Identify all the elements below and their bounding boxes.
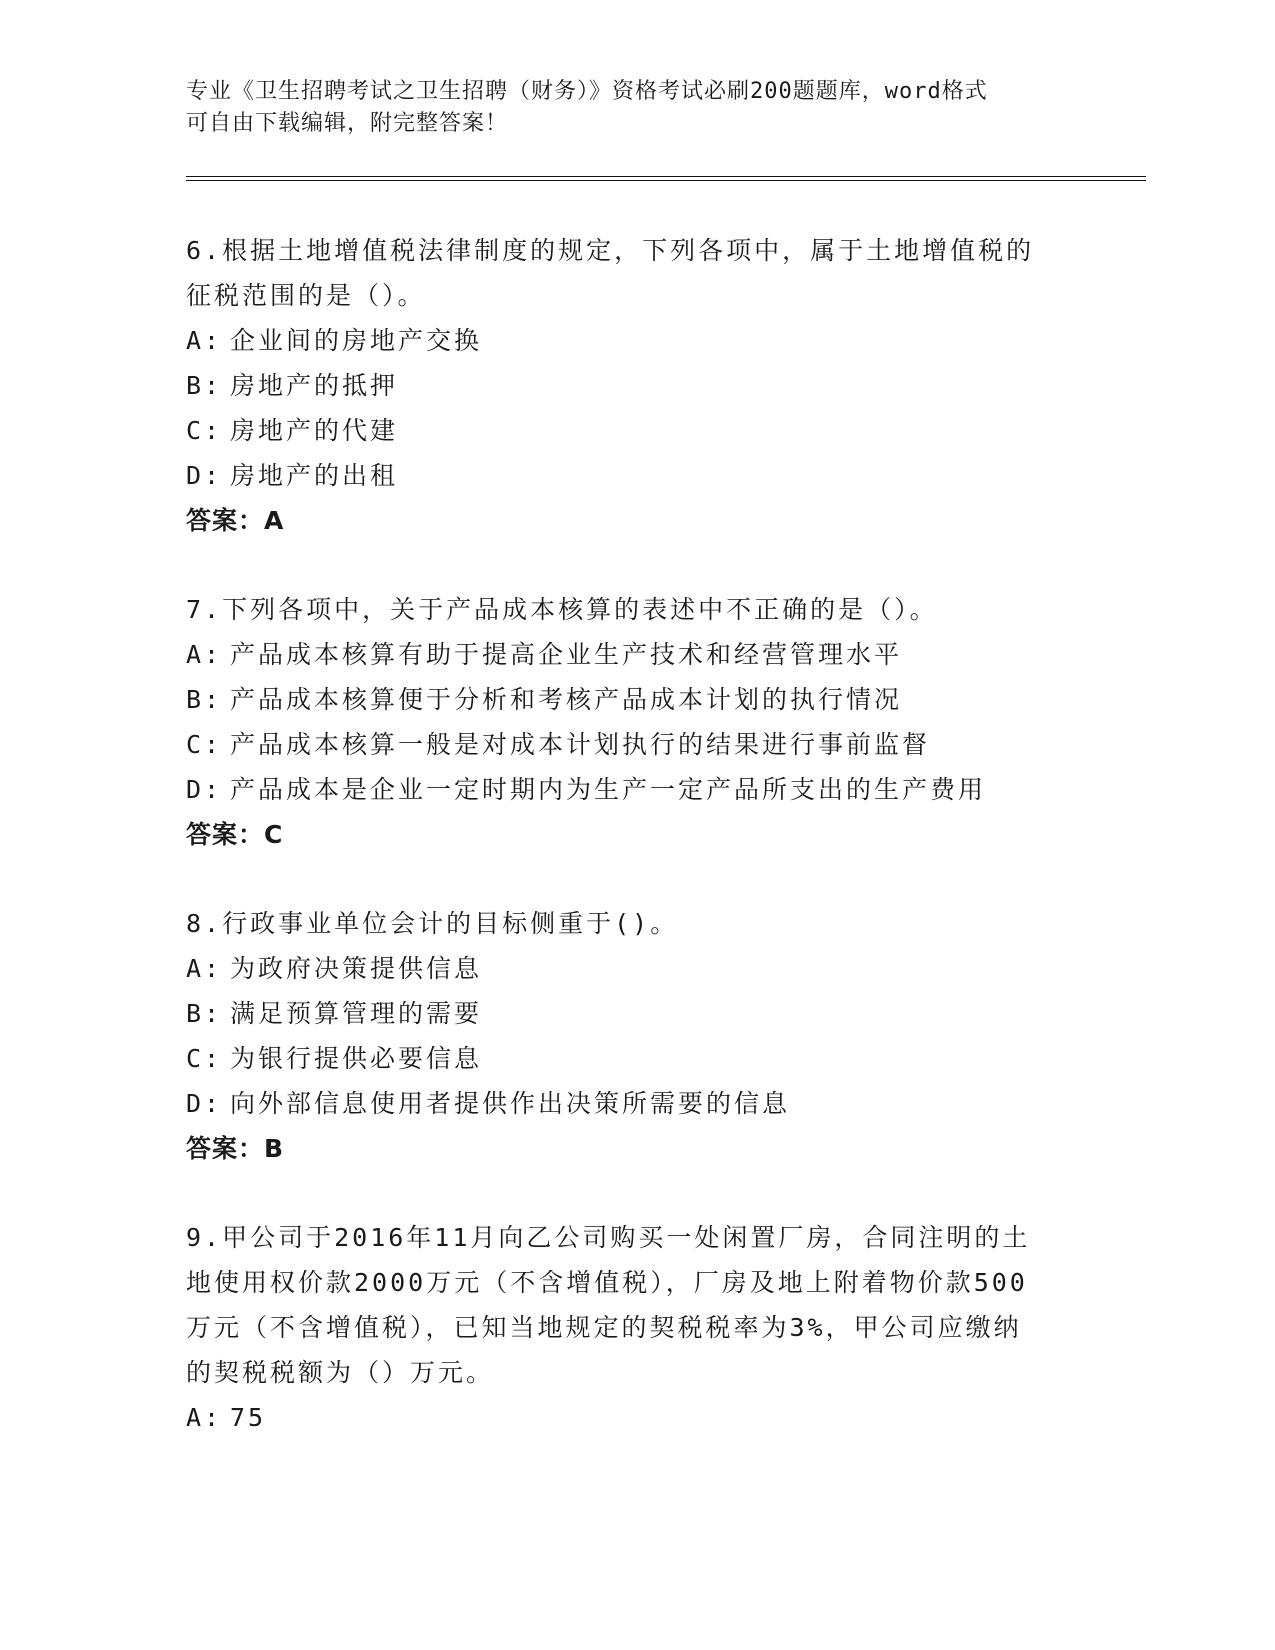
question-text-line: 征税范围的是（）。 bbox=[186, 281, 426, 310]
option-text: 向外部信息使用者提供作出决策所需要的信息 bbox=[230, 1089, 791, 1118]
option-letter: B: bbox=[186, 685, 223, 714]
option-letter: D: bbox=[186, 461, 223, 490]
answer-option bbox=[186, 632, 1066, 677]
answer-option bbox=[186, 1081, 1066, 1126]
option-text: 为政府决策提供信息 bbox=[230, 954, 483, 983]
option-text: 产品成本核算便于分析和考核产品成本计划的执行情况 bbox=[230, 685, 903, 714]
question-3 bbox=[186, 1215, 1066, 1440]
option-letter: D: bbox=[186, 1089, 223, 1118]
option-text: 房地产的抵押 bbox=[230, 371, 399, 400]
question-text-line: 万元（不含增值税），已知当地规定的契税税率为3%，甲公司应缴纳 bbox=[186, 1313, 1022, 1342]
header-line-1: 专业《卫生招聘考试之卫生招聘（财务）》资格考试必刷200题题库，word格式 bbox=[186, 79, 988, 104]
header-divider bbox=[186, 176, 1146, 181]
question-text-line: 7.下列各项中，关于产品成本核算的表述中不正确的是（）。 bbox=[186, 595, 938, 624]
option-letter: B: bbox=[186, 371, 223, 400]
document-header bbox=[186, 76, 1066, 140]
header-line-2: 可自由下载编辑，附完整答案！ bbox=[186, 111, 509, 136]
option-letter: C: bbox=[186, 730, 223, 759]
answer-option bbox=[186, 946, 1066, 991]
question-2 bbox=[186, 901, 1066, 1171]
answer-key: 答案：B bbox=[186, 1134, 285, 1163]
answer-option bbox=[186, 1395, 1066, 1440]
option-letter: D: bbox=[186, 775, 223, 804]
option-text: 房地产的代建 bbox=[230, 416, 399, 445]
question-text-line: 6.根据土地增值税法律制度的规定，下列各项中，属于土地增值税的 bbox=[186, 236, 1035, 265]
question-text-line: 9.甲公司于2016年11月向乙公司购买一处闲置厂房，合同注明的土 bbox=[186, 1223, 1031, 1252]
option-text: 产品成本是企业一定时期内为生产一定产品所支出的生产费用 bbox=[230, 775, 987, 804]
option-letter: C: bbox=[186, 1044, 223, 1073]
answer-option bbox=[186, 1036, 1066, 1081]
option-text: 房地产的出租 bbox=[230, 461, 399, 490]
option-letter: A: bbox=[186, 1403, 223, 1432]
option-text: 75 bbox=[230, 1403, 267, 1432]
answer-option bbox=[186, 677, 1066, 722]
option-text: 满足预算管理的需要 bbox=[230, 999, 483, 1028]
question-text-line: 8.行政事业单位会计的目标侧重于()。 bbox=[186, 909, 679, 938]
option-letter: A: bbox=[186, 326, 223, 355]
question-list bbox=[186, 228, 1066, 1484]
option-text: 产品成本核算有助于提高企业生产技术和经营管理水平 bbox=[230, 640, 903, 669]
option-letter: B: bbox=[186, 999, 223, 1028]
question-1 bbox=[186, 587, 1066, 857]
answer-option bbox=[186, 991, 1066, 1036]
answer-option bbox=[186, 408, 1066, 453]
option-text: 企业间的房地产交换 bbox=[230, 326, 483, 355]
answer-option bbox=[186, 363, 1066, 408]
answer-key: 答案：C bbox=[186, 820, 284, 849]
option-letter: A: bbox=[186, 640, 223, 669]
answer-key: 答案：A bbox=[186, 506, 285, 535]
option-letter: C: bbox=[186, 416, 223, 445]
option-text: 产品成本核算一般是对成本计划执行的结果进行事前监督 bbox=[230, 730, 931, 759]
option-letter: A: bbox=[186, 954, 223, 983]
answer-option bbox=[186, 318, 1066, 363]
question-0 bbox=[186, 228, 1066, 543]
question-text-line: 地使用权价款2000万元（不含增值税），厂房及地上附着物价款500 bbox=[186, 1268, 1028, 1297]
answer-option bbox=[186, 722, 1066, 767]
question-text-line: 的契税税额为（）万元。 bbox=[186, 1358, 495, 1387]
answer-option bbox=[186, 453, 1066, 498]
option-text: 为银行提供必要信息 bbox=[230, 1044, 483, 1073]
answer-option bbox=[186, 767, 1066, 812]
